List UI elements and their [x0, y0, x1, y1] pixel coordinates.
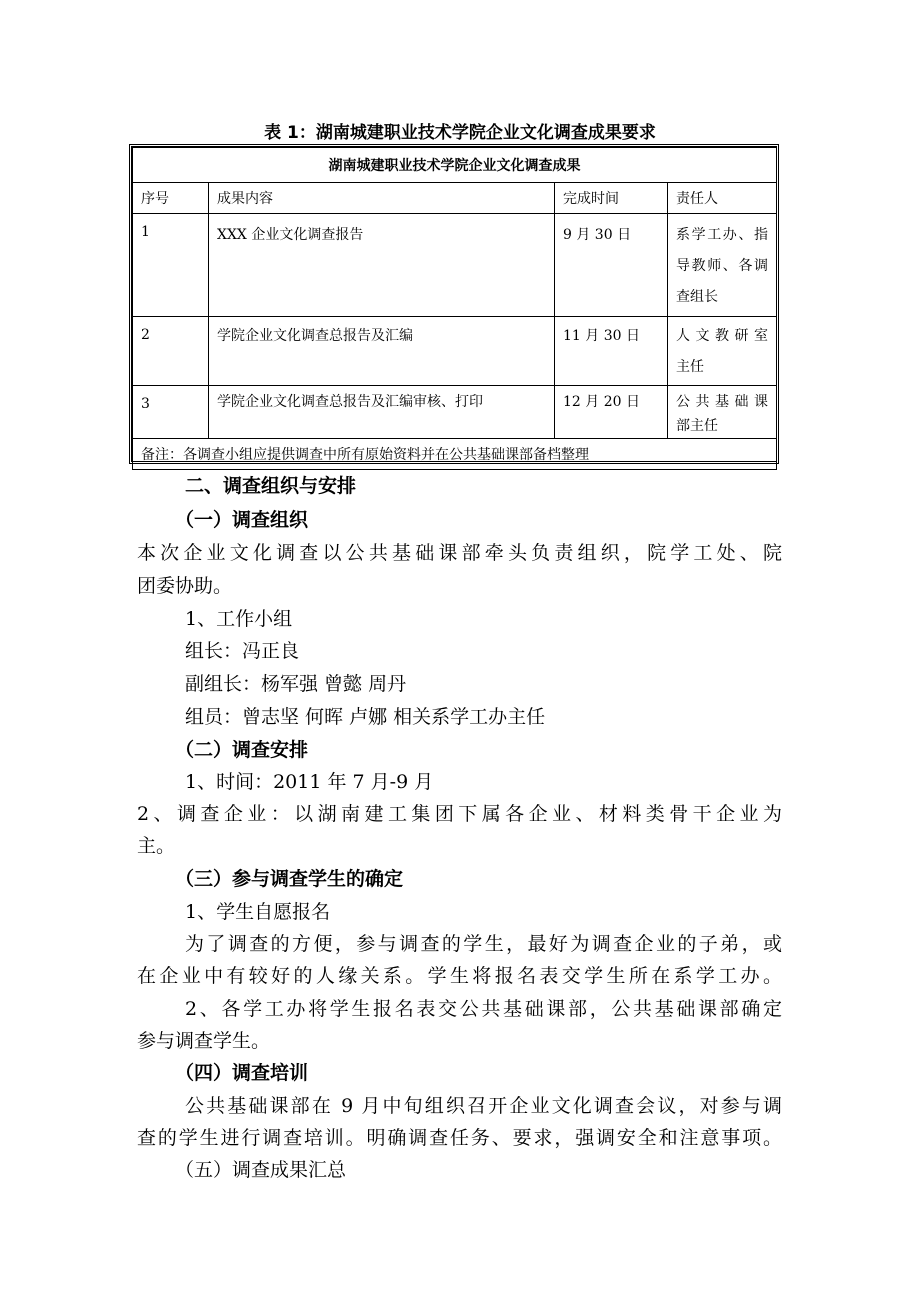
list-item: 1、学生自愿报名	[185, 901, 331, 923]
table-row	[133, 317, 777, 386]
subsection-heading: （四）调查培训	[175, 1062, 309, 1084]
owner-line: 系学工办、指	[676, 227, 768, 243]
table-row	[133, 214, 777, 317]
subsection-heading: （二）调查安排	[175, 739, 309, 761]
row-no: 2	[133, 317, 209, 386]
section-heading: 二、调查组织与安排	[185, 475, 357, 497]
table-header-row	[133, 183, 777, 214]
owner-line: 导教师、各调	[676, 258, 768, 274]
subsection-heading: （三）参与调查学生的确定	[175, 868, 404, 890]
owner-line: 主任	[676, 359, 704, 375]
paragraph: 2、调查企业：以湖南建工集团下属各企业、材料类骨干企业为	[137, 803, 782, 825]
list-item: 1、工作小组	[185, 608, 293, 630]
paragraph: 团委协助。	[137, 575, 233, 597]
owner-line: 查组长	[676, 289, 718, 305]
row-owner	[668, 386, 777, 439]
paragraph: 在企业中有较好的人缘关系。学生将报名表交学生所在系学工办。	[137, 965, 782, 987]
table-note: 备注：各调查小组应提供调查中所有原始资料并在公共基础课部备档整理	[133, 439, 777, 470]
results-table	[129, 144, 779, 464]
row-content: 学院企业文化调查总报告及汇编审核、打印	[209, 386, 555, 439]
row-content: 学院企业文化调查总报告及汇编	[209, 317, 555, 386]
paragraph: 参与调查学生。	[137, 1030, 271, 1052]
row-no: 1	[133, 214, 209, 317]
row-no: 3	[133, 386, 209, 439]
row-time: 11 月 30 日	[555, 317, 668, 386]
row-time: 12 月 20 日	[555, 386, 668, 439]
paragraph: 2、各学工办将学生报名表交公共基础课部，公共基础课部确定	[185, 998, 782, 1020]
table-caption: 表 1：湖南城建职业技术学院企业文化调查成果要求	[264, 123, 656, 143]
header-no: 序号	[133, 183, 209, 214]
row-owner	[668, 214, 777, 317]
subsection-heading: （一）调查组织	[175, 509, 309, 531]
paragraph: 公共基础课部在 9 月中旬组织召开企业文化调查会议，对参与调	[185, 1095, 782, 1117]
list-item: 组长：冯正良	[185, 640, 300, 662]
list-item: 组员：曾志坚 何晖 卢娜 相关系学工办主任	[185, 706, 546, 728]
header-time: 完成时间	[555, 183, 668, 214]
paragraph: 主。	[137, 835, 176, 857]
list-item: 1、时间：2011 年 7 月-9 月	[185, 771, 434, 793]
row-content: XXX 企业文化调查报告	[209, 214, 555, 317]
paragraph: 查的学生进行调查培训。明确调查任务、要求，强调安全和注意事项。	[137, 1127, 782, 1149]
table-row	[133, 386, 777, 439]
paragraph: 本次企业文化调查以公共基础课部牵头负责组织，院学工处、院	[137, 542, 782, 564]
owner-line: 部主任	[676, 418, 718, 434]
list-item: 副组长：杨军强 曾懿 周丹	[185, 673, 407, 695]
header-content: 成果内容	[209, 183, 555, 214]
row-time: 9 月 30 日	[555, 214, 668, 317]
subsection-heading: （五）调查成果汇总	[175, 1159, 347, 1181]
header-owner: 责任人	[668, 183, 777, 214]
paragraph: 为了调查的方便，参与调查的学生，最好为调查企业的子弟，或	[185, 933, 782, 955]
row-owner	[668, 317, 777, 386]
table-note-row	[133, 439, 777, 470]
owner-line: 人文教研室	[676, 328, 768, 344]
owner-line: 公共基础课	[676, 394, 768, 410]
table-title: 湖南城建职业技术学院企业文化调查成果	[133, 148, 777, 183]
